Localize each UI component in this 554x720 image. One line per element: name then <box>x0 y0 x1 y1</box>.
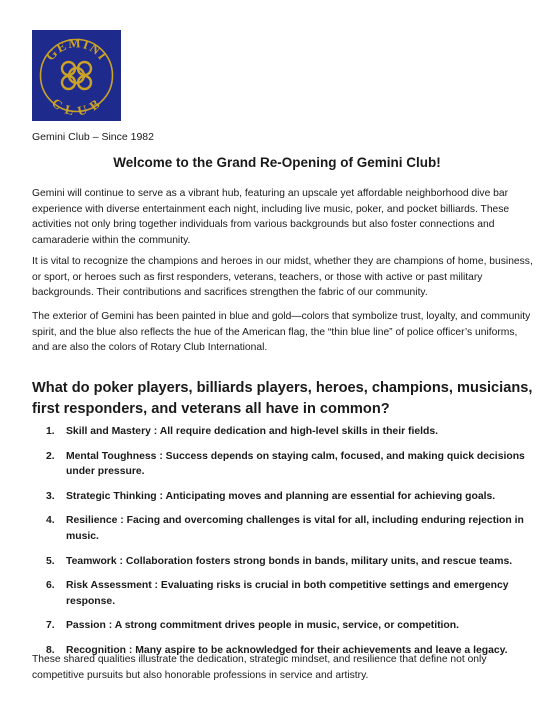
svg-text:GEMINI <box>42 35 111 63</box>
list-number: 8. <box>46 644 55 656</box>
since-caption: Gemini Club – Since 1982 <box>32 131 154 143</box>
logo-top-text: GEMINI <box>42 35 111 64</box>
list-item <box>32 449 534 480</box>
list-item-text: Passion : A strong commitment drives people in music, service, or competition. <box>66 620 460 632</box>
list-item <box>32 554 534 570</box>
list-number: 1. <box>46 426 55 437</box>
svg-text:CLUB <box>49 95 104 118</box>
list-item-text: Strategic Thinking : Anticipating moves and planning are essential for achieving goals. <box>66 490 496 502</box>
list-number: 6. <box>46 580 55 592</box>
logo-bottom-text: CLUB <box>49 94 105 119</box>
list-item <box>32 424 534 440</box>
list-number: 4. <box>46 515 55 527</box>
list-item <box>32 578 534 609</box>
traits-list <box>32 424 534 668</box>
list-item-text: Skill and Mastery : All require dedication and high-level skills in their fields. <box>66 426 439 437</box>
closing-paragraph: These shared qualities illustrate the dedication, strategic mindset, and resilience that define not only competitive pursuits but also honorable professions in service and artistry. <box>32 654 487 681</box>
list-item-text: Recognition : Many aspire to be acknowledged for their achievements and leave a legacy. <box>66 644 508 656</box>
list-item <box>32 618 534 634</box>
list-item <box>32 513 534 544</box>
section-heading: What do poker players, billiards players, heroes, champions, musicians, first responders, and veterans all have in common? <box>32 380 533 417</box>
exterior-paragraph: The exterior of Gemini has been painted in blue and gold—colors that symbolize trust, loyalty, and community spirit, and the blue also reflects the hue of the American flag, the “thin blue line” of police officer’s uniforms, and are also the colors of Rotary Club International. <box>32 311 531 354</box>
list-number: 7. <box>46 620 55 632</box>
list-item <box>32 489 534 505</box>
list-number: 5. <box>46 555 55 567</box>
list-item-text: Mental Toughness : Success depends on staying calm, focused, and making quick decisions under pressure. <box>66 450 525 478</box>
intro-paragraph: Gemini will continue to serve as a vibrant hub, featuring an upscale yet affordable neighborhood dive bar experience with diverse entertainment each night, including live music, poker, and pocket billiards. These activities not only bring together individuals from various backgrounds but also foster connections and camaraderie within the community. <box>32 188 510 246</box>
list-item-text: Teamwork : Collaboration fosters strong bonds in bands, military units, and rescue teams. <box>66 555 513 567</box>
list-item-text: Risk Assessment : Evaluating risks is crucial in both competitive settings and emergency response. <box>66 580 509 607</box>
heroes-paragraph: It is vital to recognize the champions and heroes in our midst, whether they are champions of home, business, or sport, or heroes such as first responders, veterans, teachers, or those with active or past military backgrounds. Their contributions and sacrifices strengthen the fabric of our community. <box>32 256 533 299</box>
gemini-club-logo <box>32 30 121 121</box>
list-number: 3. <box>46 490 55 502</box>
page-title: Welcome to the Grand Re-Opening of Gemini Club! <box>113 155 441 170</box>
list-item-text: Resilience : Facing and overcoming challenges is vital for all, including enduring rejection in music. <box>66 515 524 542</box>
list-number: 2. <box>46 450 55 462</box>
celtic-knot-icon <box>62 62 91 89</box>
